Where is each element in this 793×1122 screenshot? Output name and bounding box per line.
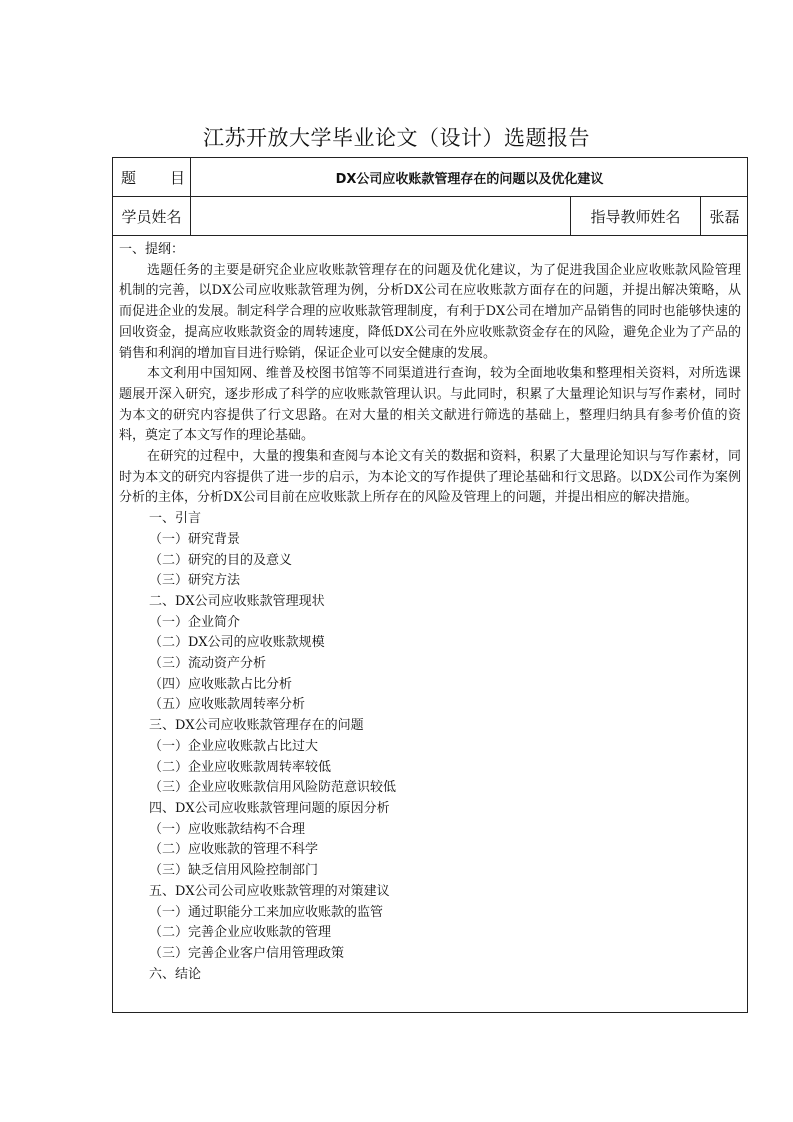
outline-item: 六、结论 (149, 966, 202, 982)
outline-list (119, 509, 741, 985)
outline-item: （三）企业应收账款信用风险防范意识较低 (149, 780, 397, 796)
student-name-value (191, 197, 571, 235)
outline-item: 一、引言 (149, 511, 202, 527)
outline-item: （三）完善企业客户信用管理政策 (149, 945, 345, 961)
teacher-name-value: 张磊 (709, 207, 740, 226)
outline-item: （二）DX公司的应收账款规模 (149, 635, 325, 651)
outline-item: （一）应收账款结构不合理 (149, 821, 306, 837)
page-title: 江苏开放大学毕业论文（设计）选题报告 (203, 126, 590, 150)
outline-item: （一）通过职能分工来加应收账款的监管 (149, 904, 384, 920)
outline-item: （一）企业简介 (149, 614, 241, 630)
outline-item: 五、DX公司公司应收账款管理的对策建议 (149, 883, 390, 899)
outline-item: 四、DX公司应收账款管理问题的原因分析 (149, 800, 390, 816)
outline-item: 三、DX公司应收账款管理存在的问题 (149, 718, 364, 734)
names-row (113, 197, 747, 236)
report-table (112, 157, 748, 1013)
outline-item: （二）应收账款的管理不科学 (149, 842, 319, 858)
student-name-label: 学员姓名 (113, 197, 191, 235)
outline-item: （一）研究背景 (149, 531, 241, 547)
teacher-name-label: 指导教师姓名 (571, 197, 701, 235)
outline-paragraph: 选题任务的主要是研究企业应收账款管理存在的问题及优化建议，为了促进我国企业应收账款风险管理机制的完善，以DX公司应收账款管理为例，分析DX公司在应收账款方面存在的问题，并提出解决策略，从而促进企业的发展。制定科学合理的应收账款管理制度，有利于DX公司在增加产品销售的同时也能够快速的回收资金，提高应收账款资金的周转速度，降低DX公司在外应收账款资金存在的风险，避免企业为了产品的销售和利润的增加盲目进行赊销，保证企业可以安全健康的发展。 (119, 262, 741, 361)
outline-item: （五）应收账款周转率分析 (149, 697, 306, 713)
outline-item: 二、DX公司应收账款管理现状 (149, 593, 325, 609)
outline-item: （三）流动资产分析 (149, 656, 267, 672)
topic-value: DX公司应收账款管理存在的问题以及优化建议 (335, 171, 604, 187)
outline-item: （四）应收账款占比分析 (149, 676, 293, 692)
topic-label (113, 158, 191, 196)
outline-item: （三）研究方法 (149, 573, 241, 589)
outline-paragraph: 本文利用中国知网、维普及校图书馆等不同渠道进行查询，较为全面地收集和整理相关资料，对所选课题展开深入研究，逐步形成了科学的应收账款管理认识。与此同时，积累了大量理论知识与写作素材，同时为本文的研究内容提供了行文思路。在对大量的相关文献进行筛选的基础上，整理归纳具有参考价值的资料，奠定了本文写作的理论基础。 (119, 366, 741, 444)
outline-paragraph: 在研究的过程中，大量的搜集和查阅与本论文有关的数据和资料，积累了大量理论知识与写作素材，同时为本文的研究内容提供了进一步的启示，为本论文的写作提供了理论基础和行文思路。以DX公司作为案例分析的主体，分析DX公司目前在应收账款上所存在的风险及管理上的问题，并提出相应的解决措施。 (119, 449, 741, 506)
topic-label-char-2: 目 (170, 168, 186, 187)
outline-item: （二）研究的目的及意义 (149, 552, 293, 568)
outline-item: （一）企业应收账款占比过大 (149, 738, 319, 754)
outline-section (113, 236, 747, 985)
outline-heading: 一、提纲： (119, 242, 185, 257)
outline-item: （二）完善企业应收账款的管理 (149, 925, 332, 941)
outline-item: （三）缺乏信用风险控制部门 (149, 863, 319, 879)
topic-label-char-1: 题 (121, 168, 137, 187)
outline-item: （二）企业应收账款周转率较低 (149, 759, 332, 775)
topic-row (113, 158, 747, 197)
